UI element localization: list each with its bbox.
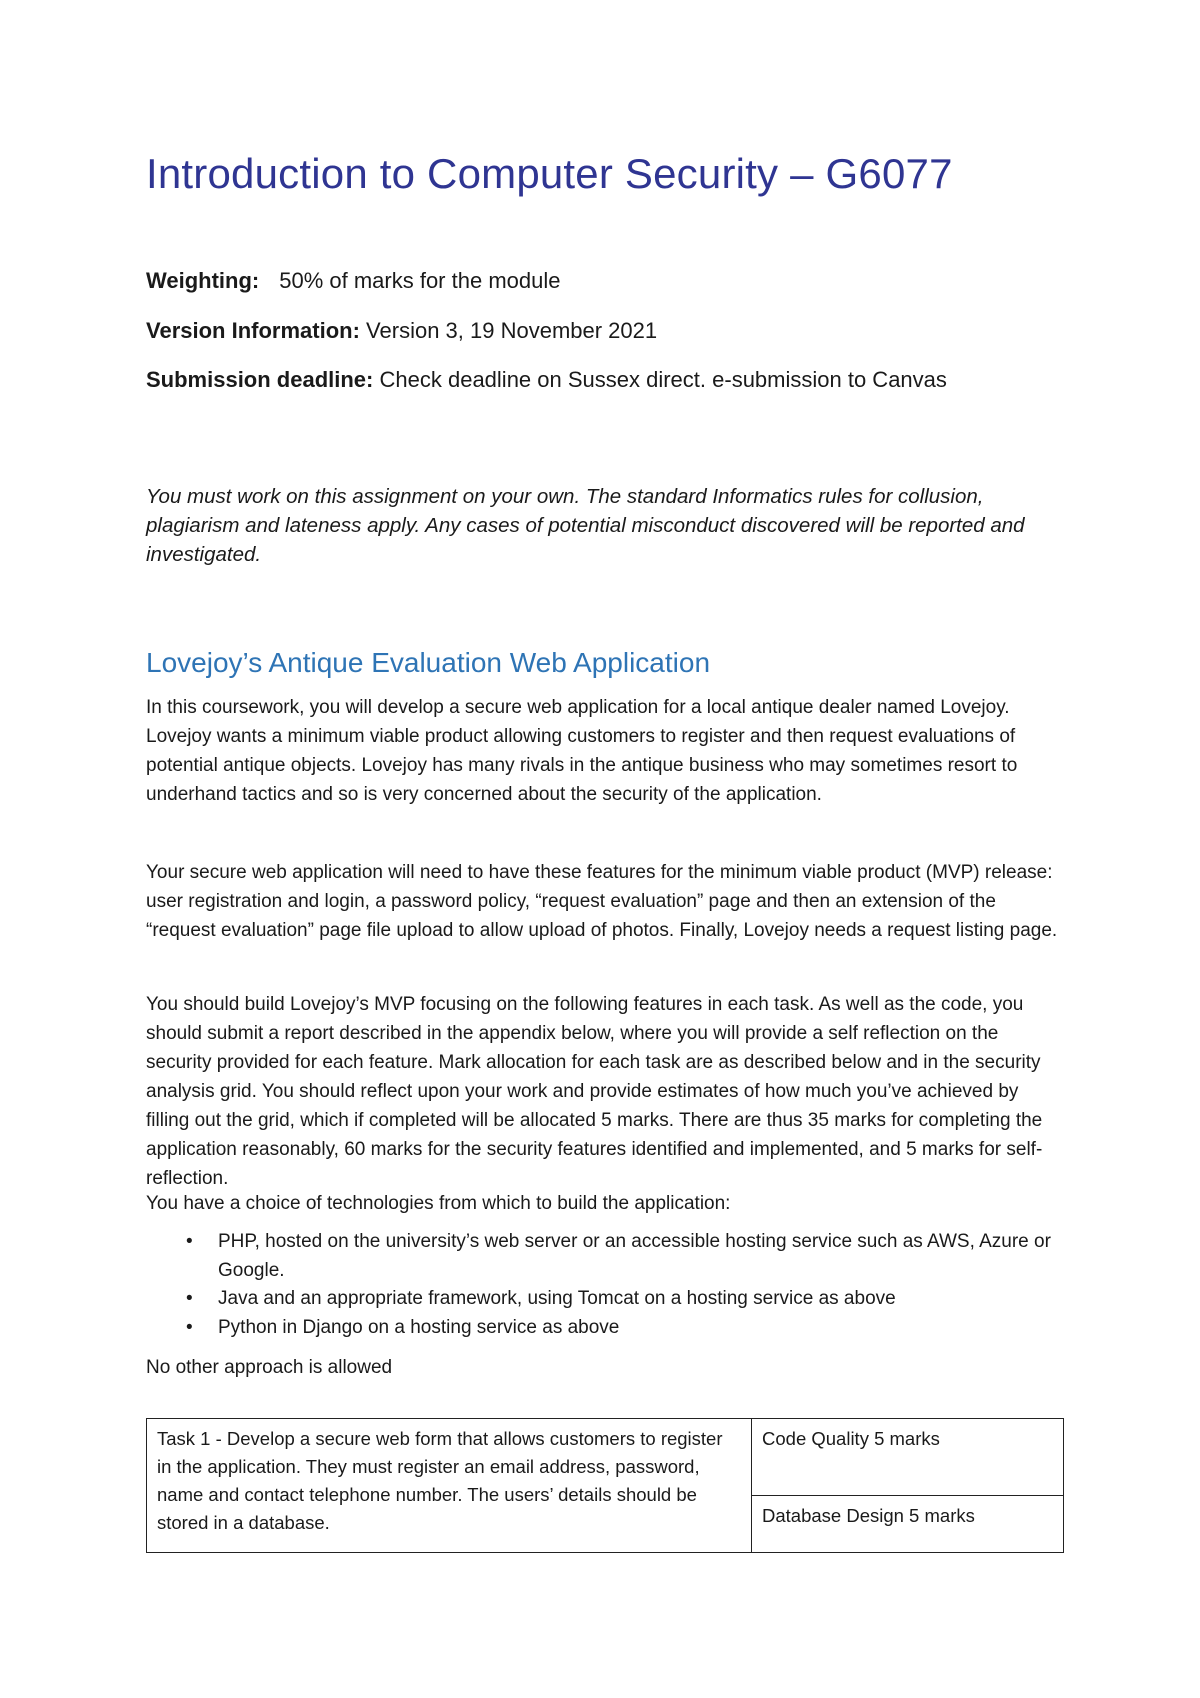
closing-line: No other approach is allowed [146, 1357, 393, 1378]
weighting-label: Weighting: [146, 268, 260, 293]
list-item [146, 1228, 1066, 1285]
marks-paragraph: You should build Lovejoy’s MVP focusing on the following features in each task. As well as the code, you should submit a report described in the appendix below, where you will provide a self reflection on the security provided for each feature. Mark allocation for each task are as described below and in the security analysis grid. You should reflect upon your work and provide estimates of how much you’ve achieved by filling out the grid, which if completed will be allocated 5 marks. There are thus 35 marks for completing the application reasonably, 60 marks for the security features identified and implemented, and 5 marks for self-reflection. [146, 994, 1043, 1189]
technology-intro: You have a choice of technologies from which to build the application: [146, 1193, 731, 1214]
list-item-text: PHP, hosted on the university’s web server or an accessible hosting service such as AWS, Azure or Google. [218, 1231, 1051, 1281]
list-item-text: Python in Django on a hosting service as above [218, 1316, 620, 1338]
deadline-line [146, 367, 947, 393]
version-label: Version Information: [146, 318, 360, 343]
version-value: Version 3, 19 November 2021 [366, 318, 658, 343]
deadline-value: Check deadline on Sussex direct. e-submission to Canvas [379, 367, 947, 392]
list-item [146, 1314, 1066, 1343]
version-line [146, 318, 657, 344]
bullet-icon: • [186, 1288, 193, 1309]
document-title: Introduction to Computer Security – G6077 [146, 150, 953, 197]
technology-list [146, 1228, 1066, 1342]
list-item [146, 1285, 1066, 1314]
bullet-icon: • [186, 1316, 193, 1338]
database-design-cell: Database Design 5 marks [752, 1496, 1064, 1553]
list-item-text: Java and an appropriate framework, using Tomcat on a hosting service as above [218, 1288, 896, 1309]
task-table [146, 1418, 1064, 1553]
table-row [147, 1419, 1064, 1496]
features-paragraph: Your secure web application will need to have these features for the minimum viable product (MVP) release: user registration and login, a password policy, “request evaluation” page and then an extension of the “request evaluation” page file upload to allow upload of photos. Finally, Lovejoy needs a request listing page. [146, 862, 1058, 941]
task-description-cell: Task 1 - Develop a secure web form that allows customers to register in the application. They must register an email address, password, name and contact telephone number. The users’ details should be stored in a database. [147, 1419, 752, 1553]
intro-paragraph: In this coursework, you will develop a secure web application for a local antique dealer named Lovejoy. Lovejoy wants a minimum viable product allowing customers to register and then request evaluations of potential antique objects. Lovejoy has many rivals in the antique business who may sometimes resort to underhand tactics and so is very concerned about the security of the application. [146, 697, 1018, 805]
bullet-icon: • [186, 1231, 193, 1252]
misconduct-notice: You must work on this assignment on your own. The standard Informatics rules for collusion, plagiarism and lateness apply. Any cases of potential misconduct discovered will be reported and investigated. [146, 485, 1025, 566]
weighting-line [146, 268, 560, 294]
section-heading: Lovejoy’s Antique Evaluation Web Application [146, 647, 711, 678]
code-quality-cell: Code Quality 5 marks [752, 1419, 1064, 1496]
weighting-value: 50% of marks for the module [279, 268, 561, 293]
deadline-label: Submission deadline: [146, 367, 374, 392]
